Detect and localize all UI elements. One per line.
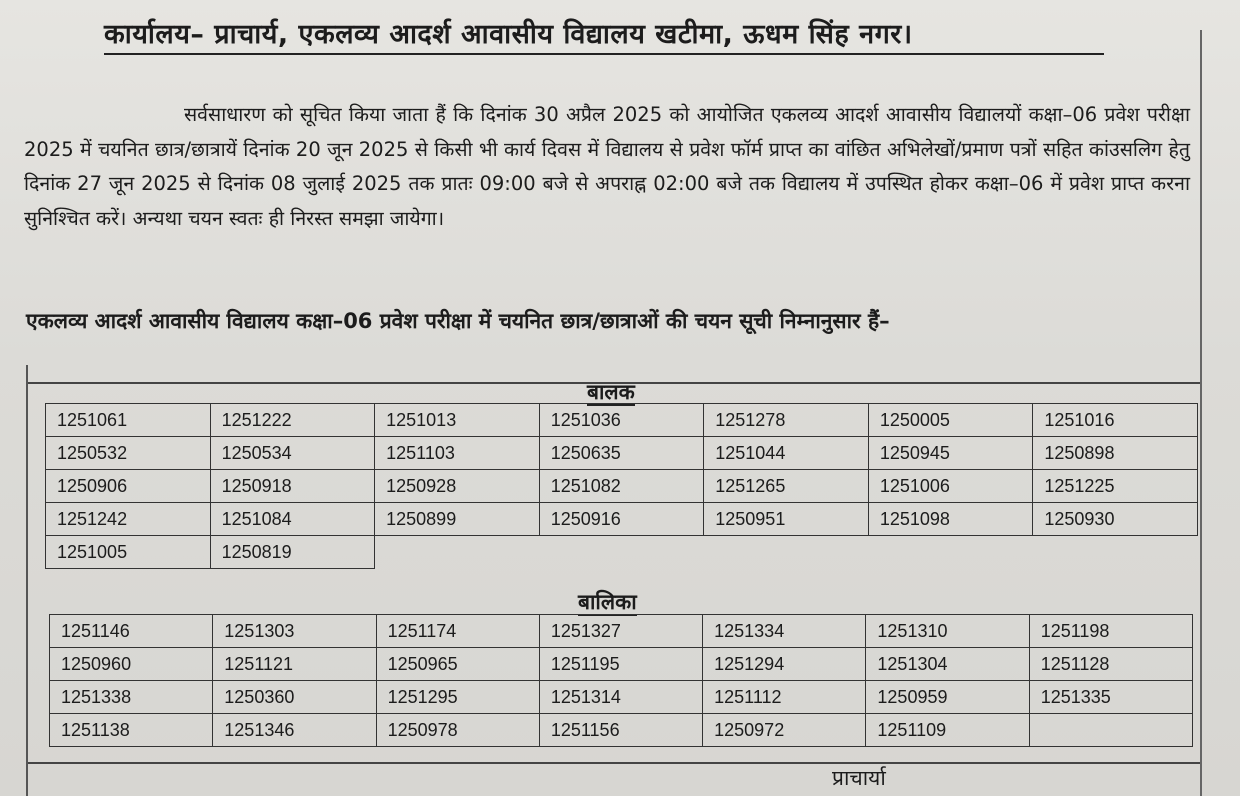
roll-number-cell: 1251098 (868, 503, 1033, 536)
roll-number-cell: 1251278 (704, 404, 869, 437)
girls-section-title: बालिका (578, 590, 637, 614)
roll-number-cell: 1250906 (46, 470, 211, 503)
girls-table-row (50, 615, 1193, 648)
roll-number-cell: 1251044 (704, 437, 869, 470)
blank-cell (704, 536, 869, 569)
boys-table-row (46, 470, 1198, 503)
roll-number-cell: 1251310 (866, 615, 1029, 648)
roll-number-cell: 1250959 (866, 681, 1029, 714)
blank-cell (375, 536, 540, 569)
roll-number-cell: 1251103 (375, 437, 540, 470)
roll-number-cell: 1250918 (210, 470, 375, 503)
roll-number-cell: 1250898 (1033, 437, 1198, 470)
roll-number-cell: 1251295 (376, 681, 539, 714)
roll-number-cell: 1251198 (1029, 615, 1192, 648)
roll-number-cell (1029, 714, 1192, 747)
roll-number-cell: 1250928 (375, 470, 540, 503)
roll-number-cell: 1251346 (213, 714, 376, 747)
roll-number-cell: 1251265 (704, 470, 869, 503)
blank-cell (1033, 536, 1198, 569)
girls-table-row (50, 681, 1193, 714)
boys-table-row (46, 437, 1198, 470)
roll-number-cell: 1251327 (539, 615, 702, 648)
blank-cell (868, 536, 1033, 569)
roll-number-cell: 1250899 (375, 503, 540, 536)
roll-number-cell: 1250945 (868, 437, 1033, 470)
roll-number-cell: 1251013 (375, 404, 540, 437)
boys-table-row (46, 404, 1198, 437)
roll-number-cell: 1251242 (46, 503, 211, 536)
roll-number-cell: 1251195 (539, 648, 702, 681)
girls-table-row (50, 714, 1193, 747)
roll-number-cell: 1250972 (703, 714, 866, 747)
roll-number-cell: 1251036 (539, 404, 704, 437)
roll-number-cell: 1251335 (1029, 681, 1192, 714)
roll-number-cell: 1250930 (1033, 503, 1198, 536)
roll-number-cell: 1251294 (703, 648, 866, 681)
roll-number-cell: 1250819 (210, 536, 375, 569)
roll-number-cell: 1251082 (539, 470, 704, 503)
boys-table-row (46, 503, 1198, 536)
girls-selection-table (49, 614, 1193, 747)
roll-number-cell: 1250635 (539, 437, 704, 470)
selection-list-heading: एकलव्य आदर्श आवासीय विद्यालय कक्षा–06 प्रवेश परीक्षा में चयनित छात्र/छात्राओं की चयन सूची निम्नानुसार हैं– (26, 309, 890, 333)
roll-number-cell: 1251303 (213, 615, 376, 648)
roll-number-cell: 1251084 (210, 503, 375, 536)
roll-number-cell: 1251334 (703, 615, 866, 648)
page-frame-right (1200, 30, 1202, 796)
roll-number-cell: 1251109 (866, 714, 1029, 747)
roll-number-cell: 1251016 (1033, 404, 1198, 437)
roll-number-cell: 1251112 (703, 681, 866, 714)
boys-section-title: बालक (587, 380, 635, 404)
principal-signature: प्राचार्या (832, 766, 886, 790)
roll-number-cell: 1250960 (50, 648, 213, 681)
roll-number-cell: 1250005 (868, 404, 1033, 437)
girls-table-row (50, 648, 1193, 681)
roll-number-cell: 1250532 (46, 437, 211, 470)
boys-table-row (46, 536, 1198, 569)
roll-number-cell: 1251006 (868, 470, 1033, 503)
roll-number-cell: 1251156 (539, 714, 702, 747)
section-divider (28, 762, 1200, 764)
roll-number-cell: 1251314 (539, 681, 702, 714)
roll-number-cell: 1251304 (866, 648, 1029, 681)
roll-number-cell: 1251061 (46, 404, 211, 437)
roll-number-cell: 1251338 (50, 681, 213, 714)
roll-number-cell: 1251146 (50, 615, 213, 648)
notice-paragraph: सर्वसाधारण को सूचित किया जाता हैं कि दिनांक 30 अप्रैल 2025 को आयोजित एकलव्य आदर्श आवासीय विद्यालयों कक्षा–06 प्रवेश परीक्षा 2025 में चयनित छात्र/छात्रायें दिनांक 20 जून 2025 से किसी भी कार्य दिवस में विद्यालय से प्रवेश फॉर्म प्राप्त का वांछित अभिलेखों/प्रमाण पत्रों सहित कांउसलिग हेतु दिनांक 27 जून 2025 से दिनांक 08 जुलाई 2025 तक प्रातः 09:00 बजे से अपराह्न 02:00 बजे तक विद्यालय में उपस्थित होकर कक्षा–06 में प्रवेश प्राप्त करना सुनिश्चित करें। अन्यथा चयन स्वतः ही निरस्त समझा जायेगा। (24, 103, 1190, 230)
roll-number-cell: 1250965 (376, 648, 539, 681)
roll-number-cell: 1251225 (1033, 470, 1198, 503)
page-frame-left (26, 365, 28, 796)
roll-number-cell: 1251005 (46, 536, 211, 569)
roll-number-cell: 1250978 (376, 714, 539, 747)
roll-number-cell: 1251222 (210, 404, 375, 437)
roll-number-cell: 1250916 (539, 503, 704, 536)
roll-number-cell: 1250534 (210, 437, 375, 470)
roll-number-cell: 1251174 (376, 615, 539, 648)
roll-number-cell: 1251121 (213, 648, 376, 681)
roll-number-cell: 1250951 (704, 503, 869, 536)
blank-cell (539, 536, 704, 569)
boys-selection-table (45, 403, 1198, 569)
office-title: कार्यालय– प्राचार्य, एकलव्य आदर्श आवासीय विद्यालय खटीमा, ऊधम सिंह नगर। (104, 14, 1104, 55)
roll-number-cell: 1251138 (50, 714, 213, 747)
roll-number-cell: 1251128 (1029, 648, 1192, 681)
roll-number-cell: 1250360 (213, 681, 376, 714)
